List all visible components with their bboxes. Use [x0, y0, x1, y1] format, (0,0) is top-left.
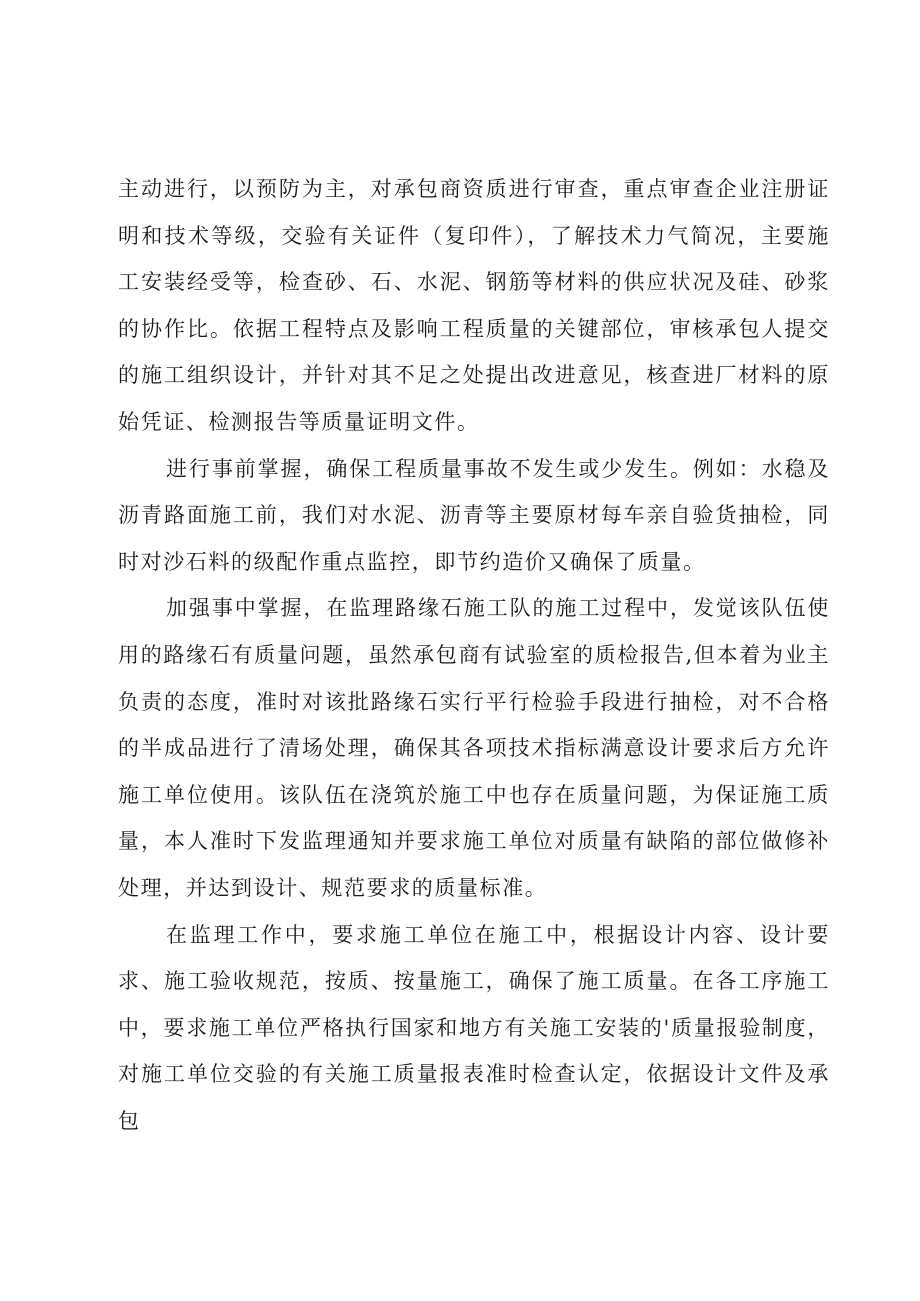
- paragraph-in-process-control: 加强事中掌握，在监理路缘石施工队的施工过程中，发觉该队伍使用的路缘石有质量问题，虽然承包商有试验室的质检报告,但本着为业主负责的态度，准时对该批路缘石实行平行检验手段进行抽检，对不合格的半成品进行了清场处理，确保其各项技术指标满意设计要求后方允许施工单位使用。该队伍在浇筑於施工中也存在质量问题，为保证施工质量，本人准时下发监理通知并要求施工单位对质量有缺陷的部位做修补处理，并达到设计、规范要求的质量标准。: [118, 596, 830, 900]
- document-body: [118, 166, 830, 1144]
- paragraph-supervision-work: 在监理工作中，要求施工单位在施工中，根据设计内容、设计要求、施工验收规范，按质、按量施工，确保了施工质量。在各工序施工中，要求施工单位严格执行国家和地方有关施工安装的'质量报验制度，对施工单位交验的有关施工质量报表准时检查认定，依据设计文件及承包: [118, 922, 830, 1133]
- paragraph-qualification-review: 主动进行，以预防为主，对承包商资质进行审查，重点审查企业注册证明和技术等级，交验有关证件（复印件），了解技术力气简况，主要施工安装经受等，检查砂、石、水泥、钢筋等材料的供应状况及硅、砂浆的协作比。依据工程特点及影响工程质量的关键部位，审核承包人提交的施工组织设计，并针对其不足之处提出改进意见，核查进厂材料的原始凭证、检测报告等质量证明文件。: [118, 177, 830, 434]
- paragraph-pre-construction-control: 进行事前掌握，确保工程质量事故不发生或少发生。例如：水稳及沥青路面施工前，我们对水泥、沥青等主要原材每车亲自验货抽检，同时对沙石料的级配作重点监控，即节约造价又确保了质量。: [118, 456, 830, 574]
